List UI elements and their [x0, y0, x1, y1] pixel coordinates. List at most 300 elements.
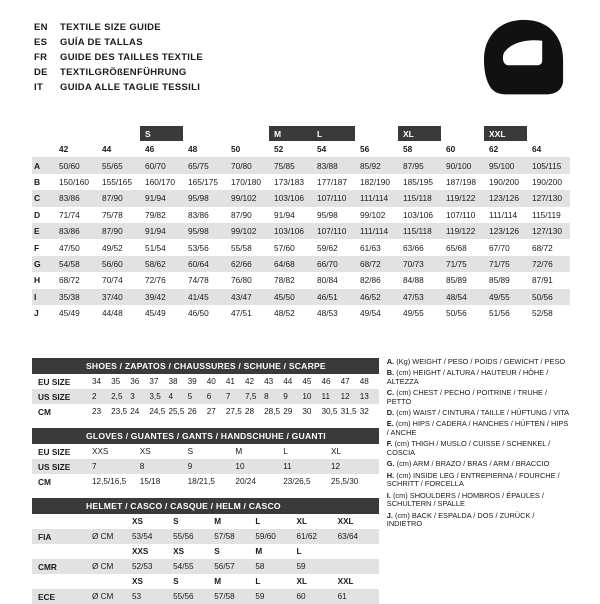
legend-text-d: (cm) WAIST / CINTURA / TAILLE / HÜFTUNG / VITA	[396, 408, 570, 418]
cell-j-46: 45/49	[145, 308, 166, 319]
legend-item-d	[387, 409, 570, 418]
helmet-ece-size-2: M	[214, 577, 222, 586]
cell-j-58: 49/55	[403, 308, 424, 319]
cell-e-62: 123/126	[489, 226, 519, 237]
shoes-cm-13: 31,5	[340, 407, 357, 416]
gloves-us-5: 12	[330, 462, 341, 471]
gloves-cm-values	[92, 477, 379, 486]
helmet-cmr-size-3: M	[255, 547, 263, 556]
helmet-fia-size-row	[32, 514, 379, 529]
helmet-ece-size-0: XS	[132, 577, 143, 586]
shoes-cm-7: 27,5	[225, 407, 242, 416]
shoes-cm-9: 28,5	[264, 407, 281, 416]
helmet-ece-val-3: 59	[255, 592, 265, 601]
gloves-eu-2: S	[187, 447, 194, 456]
helmet-cmr-value-row	[32, 559, 379, 574]
cell-b-42: 150/160	[59, 176, 89, 187]
legend-item-h	[387, 472, 570, 489]
legend-key-j: J.	[386, 510, 393, 520]
legend-item-f	[387, 440, 570, 457]
cell-j-56: 49/54	[360, 308, 381, 319]
cell-b-44: 155/165	[102, 176, 132, 187]
title-text-de: TEXTILGRÖßENFÜHRUNG	[60, 67, 187, 78]
cell-g-60: 71/75	[446, 258, 467, 269]
shoes-eu-12: 46	[321, 377, 331, 386]
cell-c-52: 103/106	[274, 193, 304, 204]
helmet-fia-size-0: XS	[132, 517, 143, 526]
cell-g-56: 68/72	[360, 258, 381, 269]
cell-b-62: 190/200	[489, 176, 519, 187]
cell-b-50: 170/180	[231, 176, 261, 187]
shoes-us-13: 12	[340, 392, 350, 401]
size-name-l: L	[312, 126, 355, 141]
row-label-d: D	[34, 209, 41, 220]
helmet-fia-val-3: 59/60	[255, 532, 276, 541]
cell-i-42: 35/38	[59, 291, 80, 302]
size-number-60: 60	[446, 144, 456, 155]
cell-c-60: 119/122	[446, 193, 476, 204]
gloves-cm-2: 18/21,5	[187, 477, 215, 486]
legend-key-i: I.	[386, 490, 391, 500]
shoes-eu-4: 38	[168, 377, 178, 386]
cell-f-56: 61/63	[360, 242, 381, 253]
helmet-ece-sizes	[132, 577, 379, 586]
cell-a-56: 85/92	[360, 160, 381, 171]
size-name-blank-5	[355, 126, 398, 141]
cell-h-42: 68/72	[59, 275, 80, 286]
cell-a-42: 50/60	[59, 160, 80, 171]
cell-i-58: 47/53	[403, 291, 424, 302]
cell-d-64: 115/119	[532, 209, 561, 220]
legend-item-g	[387, 460, 570, 469]
shoes-eu-values	[92, 377, 379, 386]
helmet-cmr-val-5	[338, 562, 379, 571]
cell-f-46: 51/54	[145, 242, 166, 253]
cell-e-58: 115/118	[403, 226, 432, 237]
shoes-us-7: 7	[225, 392, 231, 401]
row-label-f: F	[34, 242, 40, 253]
shoes-cm-label: CM	[38, 406, 51, 417]
legend-text-i: (cm) SHOULDERS / HOMBROS / ÉPAULES / SCHULTERN / SPALLE	[386, 490, 544, 509]
helmet-ece-val-5: 61	[337, 592, 347, 601]
helmet-cmr-size-row	[32, 544, 379, 559]
helmet-fia-sizes	[132, 517, 379, 526]
shoes-us-2: 3	[130, 392, 135, 401]
spacer-shoes-gloves	[32, 419, 379, 428]
cell-g-62: 71/75	[489, 258, 510, 269]
helmet-cmr-values	[132, 562, 379, 571]
table-row	[32, 256, 570, 272]
cell-e-46: 91/94	[145, 226, 166, 237]
size-name-blank-2	[97, 126, 140, 141]
cell-e-50: 99/102	[231, 226, 257, 237]
cell-g-44: 56/60	[102, 258, 123, 269]
cell-f-58: 63/66	[403, 242, 424, 253]
shoes-cm-values	[92, 407, 379, 416]
cell-d-42: 71/74	[59, 209, 80, 220]
title-text-es: GUÍA DE TALLAS	[60, 37, 143, 48]
legend-item-c	[387, 389, 570, 406]
helmet-cmr-unit: Ø CM	[92, 562, 114, 571]
title-block	[34, 22, 203, 97]
size-number-50: 50	[231, 144, 241, 155]
legend-key-c: C.	[386, 388, 395, 398]
cell-c-42: 83/86	[59, 193, 80, 204]
cell-f-42: 47/50	[59, 242, 80, 253]
cell-i-54: 46/51	[317, 291, 338, 302]
helmet-fia-value-row	[32, 529, 379, 544]
size-name-blank-4	[226, 126, 269, 141]
helmet-fia-unit: Ø CM	[92, 532, 114, 541]
cell-c-54: 107/110	[317, 193, 347, 204]
shoes-us-11: 10	[302, 392, 312, 401]
cell-d-50: 87/90	[231, 209, 252, 220]
gloves-cm-label: CM	[38, 476, 51, 487]
cell-d-58: 103/106	[403, 209, 433, 220]
size-number-62: 62	[489, 144, 499, 155]
shoes-cm-14: 32	[359, 407, 369, 416]
header-corner	[32, 126, 54, 141]
cell-i-48: 41/45	[188, 291, 209, 302]
helmet-icon	[478, 18, 570, 98]
helmet-cmr-val-1: 54/55	[173, 562, 194, 571]
shoes-cm-row	[32, 404, 379, 419]
cell-c-50: 99/102	[231, 193, 257, 204]
gloves-us-1: 8	[139, 462, 145, 471]
helmet-ece-size-4: XL	[296, 577, 307, 586]
cell-d-46: 79/82	[145, 209, 166, 220]
size-name-xxl: XXL	[484, 126, 527, 141]
number-header-corner	[32, 141, 54, 157]
shoes-eu-0: 34	[92, 377, 102, 386]
cell-d-52: 91/94	[274, 209, 295, 220]
cell-j-42: 45/49	[59, 308, 80, 319]
helmet-cmr-size-4: L	[296, 547, 302, 556]
legend-block	[379, 358, 570, 604]
legend-key-a: A.	[386, 357, 395, 366]
size-number-54: 54	[317, 144, 327, 155]
shoes-us-12: 11	[321, 392, 330, 401]
cell-j-62: 51/56	[489, 308, 510, 319]
gloves-cm-3: 20/24	[235, 477, 256, 486]
size-name-blank-7	[527, 126, 570, 141]
cell-f-54: 59/62	[317, 242, 338, 253]
cell-e-52: 103/106	[274, 226, 304, 237]
helmet-fia-val-2: 57/58	[214, 532, 235, 541]
cell-h-56: 82/86	[360, 275, 381, 286]
legend-key-e: E.	[386, 419, 394, 429]
cell-j-54: 48/53	[317, 308, 338, 319]
cell-i-44: 37/40	[102, 291, 123, 302]
gloves-us-3: 10	[235, 462, 245, 471]
size-name-header-row	[32, 126, 570, 141]
shoes-eu-10: 44	[283, 377, 293, 386]
spacer-gloves-helmet	[32, 489, 379, 498]
cell-d-56: 99/102	[360, 209, 386, 220]
cell-g-42: 54/58	[59, 258, 80, 269]
cell-g-50: 62/66	[231, 258, 252, 269]
shoes-eu-1: 35	[111, 377, 121, 386]
shoes-eu-2: 36	[130, 377, 140, 386]
row-label-h: H	[34, 275, 41, 286]
helmet-ece-size-3: L	[255, 577, 261, 586]
gloves-section-title: GLOVES / GUANTES / GANTS / HANDSCHUHE / GUANTI	[32, 428, 379, 444]
legend-text-e: (cm) HIPS / CADERA / HANCHES / HÜFTEN / HIPS / ANCHE	[386, 419, 569, 438]
cell-i-56: 46/52	[360, 291, 381, 302]
helmet-cmr-sizes	[132, 547, 379, 556]
helmet-ece-value-row	[32, 589, 379, 604]
helmet-section-title: HELMET / CASCO / CASQUE / HELM / CASCO	[32, 498, 379, 514]
cell-f-60: 65/68	[446, 242, 467, 253]
cell-h-58: 84/88	[403, 275, 424, 286]
cell-e-54: 107/110	[317, 226, 347, 237]
cell-h-64: 87/91	[532, 275, 553, 286]
cell-a-50: 70/80	[231, 160, 252, 171]
cell-i-60: 48/54	[446, 291, 467, 302]
cell-c-62: 123/126	[489, 193, 519, 204]
cell-e-60: 119/122	[446, 226, 476, 237]
legend-text-a: (Kg) WEIGHT / PESO / POIDS / GEWICHT / PESO	[396, 357, 566, 366]
cell-f-64: 68/72	[532, 242, 553, 253]
helmet-ece-val-1: 55/56	[173, 592, 194, 601]
cell-e-48: 95/98	[188, 226, 209, 237]
size-name-xl: XL	[398, 126, 441, 141]
gloves-cm-row	[32, 474, 379, 489]
cell-a-64: 105/115	[532, 160, 562, 171]
gloves-us-0: 7	[92, 462, 97, 471]
title-row-es	[34, 37, 203, 52]
size-number-64: 64	[532, 144, 542, 155]
shoes-eu-14: 48	[359, 377, 369, 386]
shoes-us-14: 13	[359, 392, 369, 401]
shoes-us-4: 4	[168, 392, 174, 401]
helmet-cmr-val-4: 59	[296, 562, 306, 571]
cell-g-58: 70/73	[403, 258, 424, 269]
helmet-cmr-size-5	[338, 547, 379, 556]
helmet-ece-size-5: XXL	[337, 577, 354, 586]
gloves-eu-label: EU SIZE	[38, 446, 71, 457]
shoes-eu-8: 42	[245, 377, 255, 386]
gloves-us-values	[92, 462, 379, 471]
helmet-fia-val-5: 63/64	[337, 532, 359, 541]
table-row	[32, 239, 570, 255]
title-row-fr	[34, 52, 203, 67]
shoes-cm-0: 23	[92, 407, 102, 416]
size-number-44: 44	[102, 144, 112, 155]
legend-text-h: (cm) INSIDE LEG / ENTREPIERNA / FOURCHE / SCHRITT / FORCELLA	[386, 470, 560, 489]
shoes-eu-6: 40	[206, 377, 216, 386]
shoes-cm-5: 26	[187, 407, 197, 416]
size-number-46: 46	[145, 144, 155, 155]
cell-e-44: 87/90	[102, 226, 123, 237]
helmet-fia-size-3: L	[255, 517, 261, 526]
cell-b-64: 190/200	[532, 176, 562, 187]
cell-c-44: 87/90	[102, 193, 123, 204]
cell-e-42: 83/86	[59, 226, 80, 237]
cell-a-46: 60/70	[145, 160, 166, 171]
gloves-cm-4: 23/26,5	[283, 477, 311, 486]
shoes-cm-8: 28	[245, 407, 255, 416]
cell-g-48: 60/64	[188, 258, 209, 269]
shoes-eu-13: 47	[340, 377, 350, 386]
shoes-eu-11: 45	[302, 377, 312, 386]
cell-j-44: 44/48	[102, 308, 123, 319]
size-number-header-row	[32, 141, 570, 157]
shoes-eu-9: 43	[264, 377, 274, 386]
helmet-fia-val-0: 53/54	[132, 532, 153, 541]
helmet-ece-size-row	[32, 574, 379, 589]
gloves-eu-0: XXS	[92, 447, 109, 456]
cell-a-58: 87/95	[403, 160, 424, 171]
table-row	[32, 190, 570, 206]
title-lang-es: ES	[34, 37, 48, 48]
title-lang-en: EN	[34, 22, 48, 33]
table-row	[32, 223, 570, 239]
cell-c-46: 91/94	[145, 193, 166, 204]
cell-j-48: 46/50	[188, 308, 209, 319]
legend-key-f: F.	[386, 439, 393, 449]
table-row	[32, 157, 570, 173]
size-number-56: 56	[360, 144, 370, 155]
cell-b-58: 185/195	[403, 176, 433, 187]
helmet-cmr-label: CMR	[38, 561, 57, 572]
cell-j-64: 52/58	[532, 308, 553, 319]
cell-d-48: 83/86	[188, 209, 209, 220]
cell-a-44: 55/65	[102, 160, 123, 171]
table-row	[32, 289, 570, 305]
cell-h-46: 72/76	[145, 275, 166, 286]
cell-i-50: 43/47	[231, 291, 252, 302]
cell-a-62: 95/100	[489, 160, 515, 171]
cell-b-48: 165/175	[188, 176, 218, 187]
title-lang-fr: FR	[34, 52, 48, 63]
shoes-us-3: 3,5	[149, 392, 161, 401]
cell-b-46: 160/170	[145, 176, 175, 187]
cell-f-50: 55/58	[231, 242, 252, 253]
row-label-i: I	[34, 291, 37, 302]
size-number-42: 42	[59, 144, 69, 155]
gloves-cm-0: 12,5/16,5	[92, 477, 127, 486]
shoes-cm-6: 27	[206, 407, 216, 416]
helmet-fia-size-5: XXL	[337, 517, 354, 526]
helmet-ece-size-1: S	[173, 577, 179, 586]
shoes-eu-row	[32, 374, 379, 389]
main-size-table	[32, 126, 570, 321]
cell-a-52: 75/85	[274, 160, 295, 171]
shoes-eu-5: 39	[187, 377, 197, 386]
shoes-us-8: 7,5	[245, 392, 257, 401]
cell-i-52: 45/50	[274, 291, 295, 302]
cell-f-48: 53/56	[188, 242, 209, 253]
shoes-us-10: 9	[283, 392, 288, 401]
helmet-ece-val-4: 60	[296, 592, 306, 601]
cell-b-60: 187/198	[446, 176, 476, 187]
cell-a-48: 65/75	[188, 160, 209, 171]
shoes-eu-label: EU SIZE	[38, 376, 71, 387]
cell-c-64: 127/130	[532, 193, 562, 204]
row-label-e: E	[34, 226, 40, 237]
cell-h-48: 74/78	[188, 275, 209, 286]
cell-b-56: 182/190	[360, 176, 390, 187]
shoes-cm-12: 30,5	[321, 407, 338, 416]
size-name-s: S	[140, 126, 183, 141]
cell-h-50: 76/80	[231, 275, 252, 286]
shoes-cm-10: 29	[283, 407, 293, 416]
legend-key-h: H.	[386, 470, 395, 480]
cell-a-60: 90/100	[446, 160, 472, 171]
shoes-us-values	[92, 392, 379, 401]
legend-key-b: B.	[386, 368, 395, 378]
helmet-fia-label: FIA	[38, 531, 52, 542]
helmet-cmr-size-1: XS	[173, 547, 185, 556]
shoes-us-label: US SIZE	[38, 391, 71, 402]
legend-item-e	[387, 420, 570, 437]
cell-a-54: 83/88	[317, 160, 338, 171]
helmet-cmr-size-2: S	[214, 547, 220, 556]
shoes-cm-2: 24	[130, 407, 140, 416]
legend-key-g: G.	[386, 459, 395, 469]
size-number-48: 48	[188, 144, 198, 155]
shoes-section-title: SHOES / ZAPATOS / CHAUSSURES / SCHUHE / SCARPE	[32, 358, 379, 374]
helmet-fia-size-4: XL	[296, 517, 307, 526]
legend-item-b	[387, 369, 570, 386]
cell-f-52: 57/60	[274, 242, 295, 253]
table-row	[32, 305, 570, 321]
gloves-eu-4: L	[283, 447, 288, 456]
legend-item-i	[387, 492, 570, 509]
cell-e-56: 111/114	[360, 226, 389, 237]
helmet-cmr-size-0: XXS	[132, 547, 149, 556]
legend-text-j: (cm) BACK / ESPALDA / DOS / ZURÜCK / INDIETRO	[386, 510, 535, 529]
shoes-cm-11: 30	[302, 407, 312, 416]
shoes-eu-7: 41	[225, 377, 235, 386]
title-lang-it: IT	[34, 82, 44, 93]
cell-g-54: 66/70	[317, 258, 338, 269]
cell-d-60: 107/110	[446, 209, 476, 220]
helmet-fia-val-4: 61/62	[296, 532, 317, 541]
row-label-b: B	[34, 176, 41, 187]
gloves-cm-1: 15/18	[139, 477, 161, 486]
helmet-ece-unit: Ø CM	[92, 592, 114, 601]
cell-d-44: 75/78	[102, 209, 123, 220]
title-row-it	[34, 82, 203, 97]
cell-i-62: 49/55	[489, 291, 510, 302]
gloves-eu-3: M	[235, 447, 243, 456]
cell-d-54: 95/98	[317, 209, 338, 220]
gloves-eu-5: XL	[330, 447, 341, 456]
title-lang-de: DE	[34, 67, 48, 78]
helmet-ece-val-2: 57/58	[214, 592, 235, 601]
row-label-a: A	[34, 160, 41, 171]
cell-j-52: 48/52	[274, 308, 295, 319]
cell-c-58: 115/118	[403, 193, 432, 204]
cell-f-44: 49/52	[102, 242, 123, 253]
size-name-blank-3	[183, 126, 226, 141]
cell-j-50: 47/51	[231, 308, 252, 319]
table-row	[32, 174, 570, 190]
cell-g-46: 58/62	[145, 258, 166, 269]
cell-h-44: 70/74	[102, 275, 123, 286]
helmet-ece-label: ECE	[38, 591, 56, 602]
shoes-eu-3: 37	[149, 377, 159, 386]
helmet-fia-size-1: S	[173, 517, 179, 526]
size-name-blank-6	[441, 126, 484, 141]
gloves-eu-row	[32, 444, 379, 459]
shoes-us-5: 5	[187, 392, 193, 401]
helmet-fia-val-1: 55/56	[173, 532, 194, 541]
cell-b-52: 173/183	[274, 176, 304, 187]
shoes-us-1: 2,5	[111, 392, 123, 401]
